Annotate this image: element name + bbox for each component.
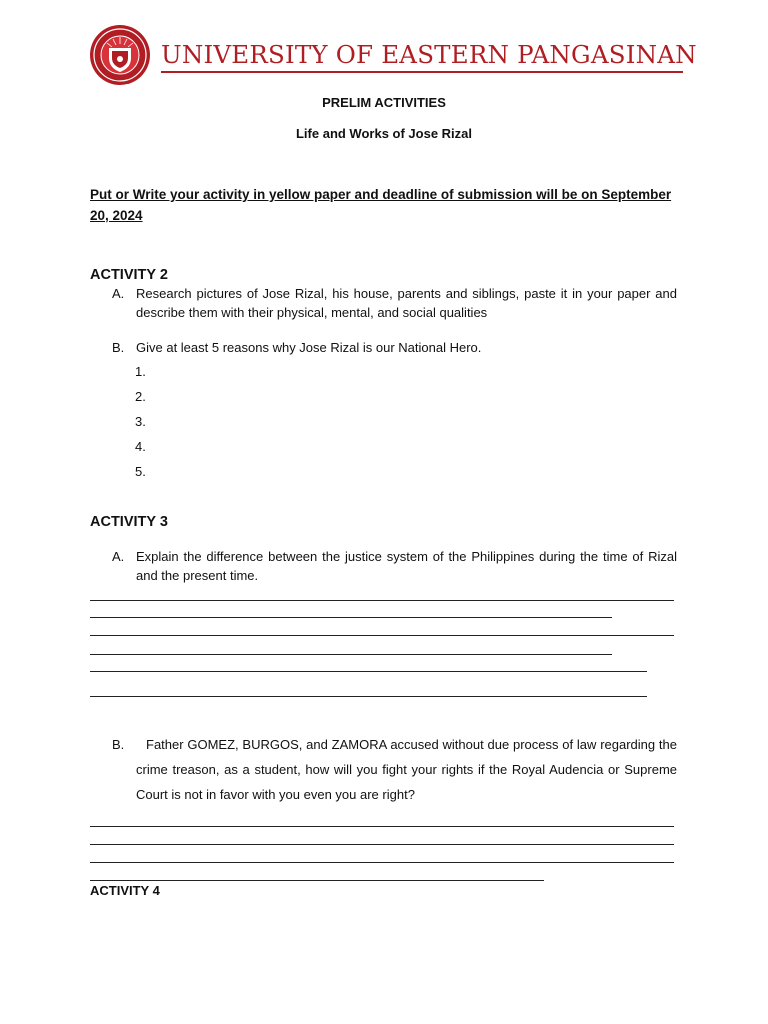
item-label: B. [112, 340, 125, 355]
activity-2-item-b [112, 339, 677, 358]
answer-line [90, 600, 674, 601]
answer-line [90, 635, 674, 636]
item-text: Give at least 5 reasons why Jose Rizal is our National Hero. [136, 340, 482, 355]
item-text: Explain the difference between the justice system of the Philippines during the time of Rizal and the present time. [136, 549, 677, 583]
answer-line [90, 880, 544, 881]
submission-note: Put or Write your activity in yellow paper and deadline of submission will be on September 20, 2024 [90, 187, 672, 223]
document-subtitle: Life and Works of Jose Rizal [295, 126, 473, 141]
letterhead [89, 24, 697, 86]
activity-2-item-a [112, 285, 677, 322]
item-label: B. [112, 737, 125, 752]
answer-line [90, 826, 674, 827]
university-seal-logo [89, 24, 151, 86]
answer-line [90, 844, 674, 845]
item-label: A. [112, 549, 125, 564]
answer-line [90, 696, 647, 697]
university-name: UNIVERSITY OF EASTERN PANGASINAN [161, 40, 697, 69]
answer-line [90, 671, 647, 672]
activity-3-item-a [112, 548, 677, 585]
item-text: Father GOMEZ, BURGOS, and ZAMORA accused without due process of law regarding the crime treason, as a student, how will you fight your rights if the Royal Audencia or Supreme Court is not in favor with you even you are right? [136, 737, 677, 802]
activity-3-heading: ACTIVITY 3 [90, 514, 168, 530]
reason-number: 1. [135, 364, 146, 379]
reason-number: 3. [135, 414, 146, 429]
document-title: PRELIM ACTIVITIES [322, 95, 446, 110]
reason-number: 4. [135, 439, 146, 454]
activity-2-heading: ACTIVITY 2 [90, 267, 168, 283]
reason-number: 5. [135, 464, 146, 479]
answer-line [90, 862, 674, 863]
answer-line [90, 654, 612, 655]
item-text: Research pictures of Jose Rizal, his house, parents and siblings, paste it in your paper and describe them with their physical, mental, and social qualities [136, 286, 677, 320]
item-label: A. [112, 286, 125, 301]
reason-number: 2. [135, 389, 146, 404]
header-rule [161, 71, 683, 73]
answer-line [90, 617, 612, 618]
activity-3-item-b [112, 732, 677, 807]
activity-4-heading: ACTIVITY 4 [90, 883, 160, 898]
